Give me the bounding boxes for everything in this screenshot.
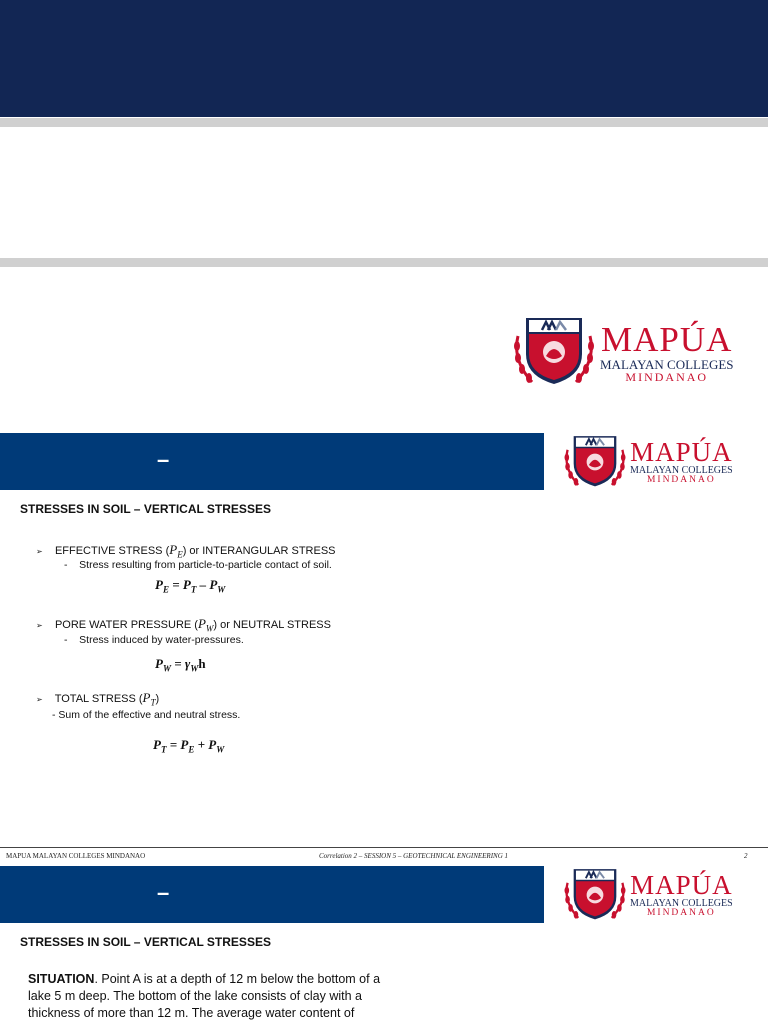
mapua-logo-small [563,867,733,923]
mapua-crest-icon [563,434,627,490]
mapua-logo [512,316,734,388]
effective-stress-desc: - Stress resulting from particle-to-particle contact of soil. [64,559,332,571]
logo-line1-text: MALAYAN COLLEGES [630,897,733,909]
footer-page-number: 2 [744,852,748,860]
bullet-arrow-icon: ➢ [36,547,43,556]
bullet-pore-water-pressure: ➢ PORE WATER PRESSURE $(P_W)$ or NEUTRAL STRESS [36,616,331,634]
footer-course: Correlation 2 – SESSION 5 – GEOTECHNICAL ENGINEERING 1 [319,852,509,860]
pore-water-desc: - Stress induced by water-pressures. [64,634,244,646]
title-slide-divider-top [0,118,768,127]
bullet-effective-stress: ➢ EFFECTIVE STRESS $(P_E)$ or INTERANGULAR STRESS [36,542,336,560]
footer-rule [0,847,768,848]
slide3-heading: STRESSES IN SOIL – VERTICAL STRESSES [20,935,271,949]
logo-line1-text: MALAYAN COLLEGES [630,464,733,476]
mapua-crest-icon [563,867,627,923]
situation-paragraph [28,971,396,1022]
logo-brand-text: MAPÚA [630,869,733,900]
situation-text: . Point A is at a depth of 12 m below the bottom of a lake 5 m deep. The bottom of the lake consists of clay with a thickness of more than 12 m. The average water content of [28,972,381,1020]
mapua-logo-small [563,434,733,490]
mapua-crest-icon [512,316,596,388]
logo-line2-text: MINDANAO [625,369,709,384]
bullet-total-stress: ➢ TOTAL STRESS $(P_T)$ [36,690,160,708]
slide2-header-dash: – [157,447,170,472]
logo-line2-text: MINDANAO [646,474,716,485]
slide2-header-bar [0,433,544,490]
logo-line1-text: MALAYAN COLLEGES [600,356,734,372]
bullet-arrow-icon: ➢ [36,695,43,704]
slide2-heading: STRESSES IN SOIL – VERTICAL STRESSES [20,502,271,516]
logo-brand-text: MAPÚA [601,319,733,359]
footer-institution: MAPUA MALAYAN COLLEGES MINDANAO [6,852,146,860]
title-slide-banner [0,0,768,117]
situation-label: SITUATION [28,972,95,986]
formula-total-stress: $P_T = P_E + P_W$ [153,737,225,755]
formula-pore-water: $P_W = \gamma_Wh$ [155,656,206,674]
slide3-header-bar [0,866,544,923]
total-stress-desc: - Sum of the effective and neutral stress. [52,709,241,721]
bullet-arrow-icon: ➢ [36,621,43,630]
logo-line2-text: MINDANAO [646,907,716,918]
logo-brand-text: MAPÚA [630,436,733,467]
slide3-header-dash: – [157,880,170,905]
formula-effective-stress: $P_E = P_T - P_W$ [155,577,226,595]
title-slide-divider-bottom [0,258,768,267]
